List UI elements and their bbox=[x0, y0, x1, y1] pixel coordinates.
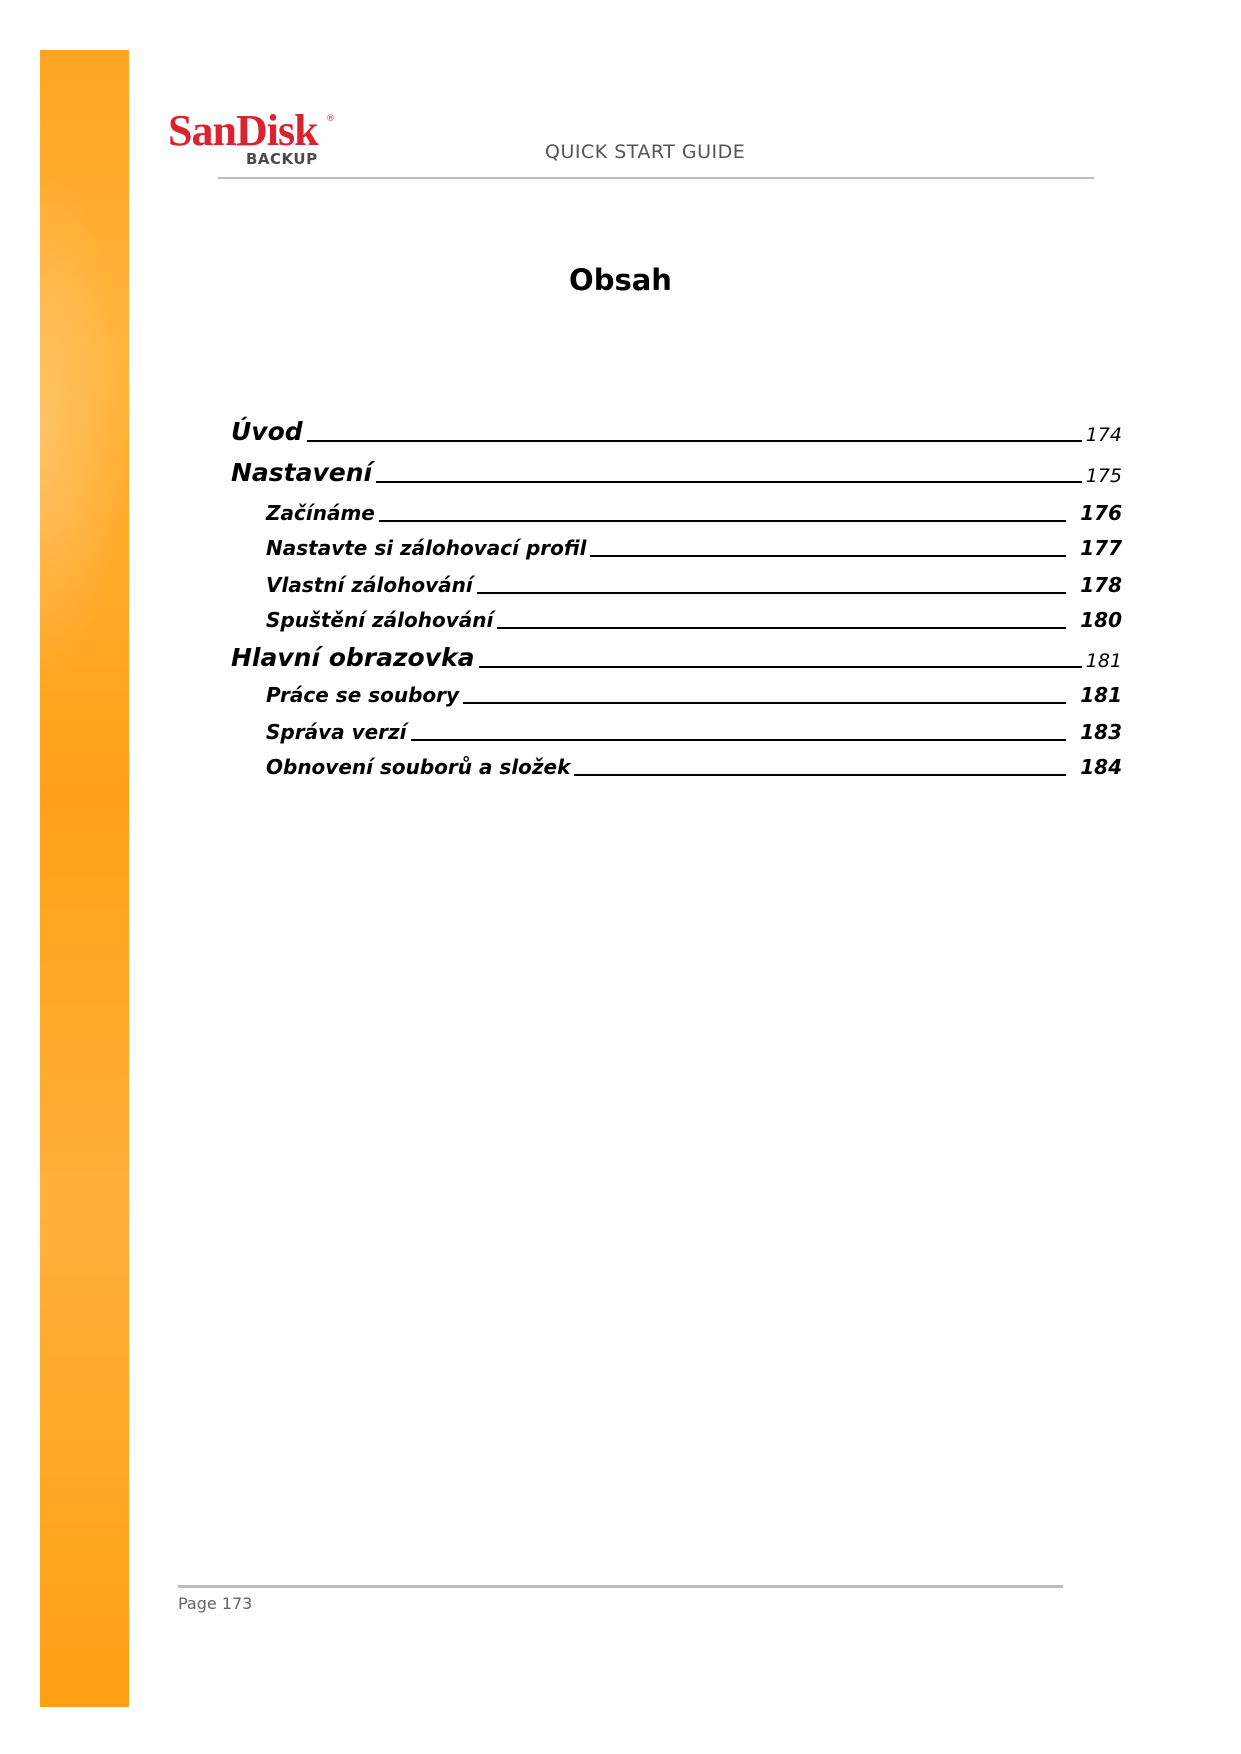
toc-entry-label: Úvod bbox=[231, 417, 303, 446]
toc-entry-label: Hlavní obrazovka bbox=[231, 643, 475, 672]
toc-subentry[interactable] bbox=[266, 572, 1122, 597]
logo-wordmark: SanDisk bbox=[168, 106, 318, 155]
footer-divider bbox=[178, 1585, 1063, 1588]
toc-entry-label: Nastavte si zálohovací profil bbox=[266, 536, 587, 560]
toc-entry-page: 180 bbox=[1080, 608, 1122, 632]
toc-leader-line bbox=[376, 481, 1082, 483]
toc-entry-label: Obnovení souborů a složek bbox=[266, 755, 571, 779]
toc-subentry[interactable] bbox=[266, 535, 1122, 560]
page-title: Obsah bbox=[569, 263, 672, 297]
toc-entry[interactable] bbox=[231, 416, 1122, 446]
toc-entry-page: 181 bbox=[1085, 650, 1122, 672]
toc-entry-page: 178 bbox=[1080, 573, 1122, 597]
toc-entry-label: Spuštění zálohování bbox=[266, 608, 494, 632]
sandisk-logo bbox=[168, 108, 338, 170]
toc-leader-line bbox=[497, 627, 1066, 629]
toc-subentry[interactable] bbox=[266, 500, 1122, 525]
toc-subentry[interactable] bbox=[266, 719, 1122, 744]
toc-entry[interactable] bbox=[231, 642, 1122, 672]
toc-subentry[interactable] bbox=[266, 682, 1122, 707]
toc-leader-line bbox=[574, 774, 1066, 776]
toc-entry[interactable] bbox=[231, 457, 1122, 487]
toc-subentry[interactable] bbox=[266, 607, 1122, 632]
toc-leader-line bbox=[477, 592, 1066, 594]
side-decor-band bbox=[40, 50, 129, 1707]
toc-leader-line bbox=[479, 666, 1082, 668]
toc-entry-page: 177 bbox=[1080, 536, 1122, 560]
toc-entry-label: Správa verzí bbox=[266, 720, 407, 744]
toc-leader-line bbox=[379, 520, 1066, 522]
toc-leader-line bbox=[463, 702, 1066, 704]
toc-entry-label: Vlastní zálohování bbox=[266, 573, 473, 597]
toc-entry-label: Začínáme bbox=[266, 501, 375, 525]
header-divider bbox=[218, 177, 1094, 179]
page-number: Page 173 bbox=[178, 1594, 253, 1613]
toc-entry-page: 183 bbox=[1080, 720, 1122, 744]
toc-entry-page: 174 bbox=[1085, 424, 1122, 446]
header-title: QUICK START GUIDE bbox=[545, 141, 746, 163]
toc-leader-line bbox=[411, 739, 1066, 741]
toc-leader-line bbox=[307, 440, 1082, 442]
toc-entry-label: Práce se soubory bbox=[266, 683, 460, 707]
toc-entry-page: 175 bbox=[1085, 465, 1122, 487]
toc-entry-page: 176 bbox=[1080, 501, 1122, 525]
toc-entry-label: Nastavení bbox=[231, 458, 373, 487]
toc-entry-page: 181 bbox=[1080, 683, 1122, 707]
toc-entry-page: 184 bbox=[1080, 755, 1122, 779]
logo-product: BACKUP bbox=[246, 150, 318, 168]
toc-subentry[interactable] bbox=[266, 754, 1122, 779]
registered-mark: ® bbox=[326, 114, 335, 124]
toc-leader-line bbox=[590, 555, 1066, 557]
